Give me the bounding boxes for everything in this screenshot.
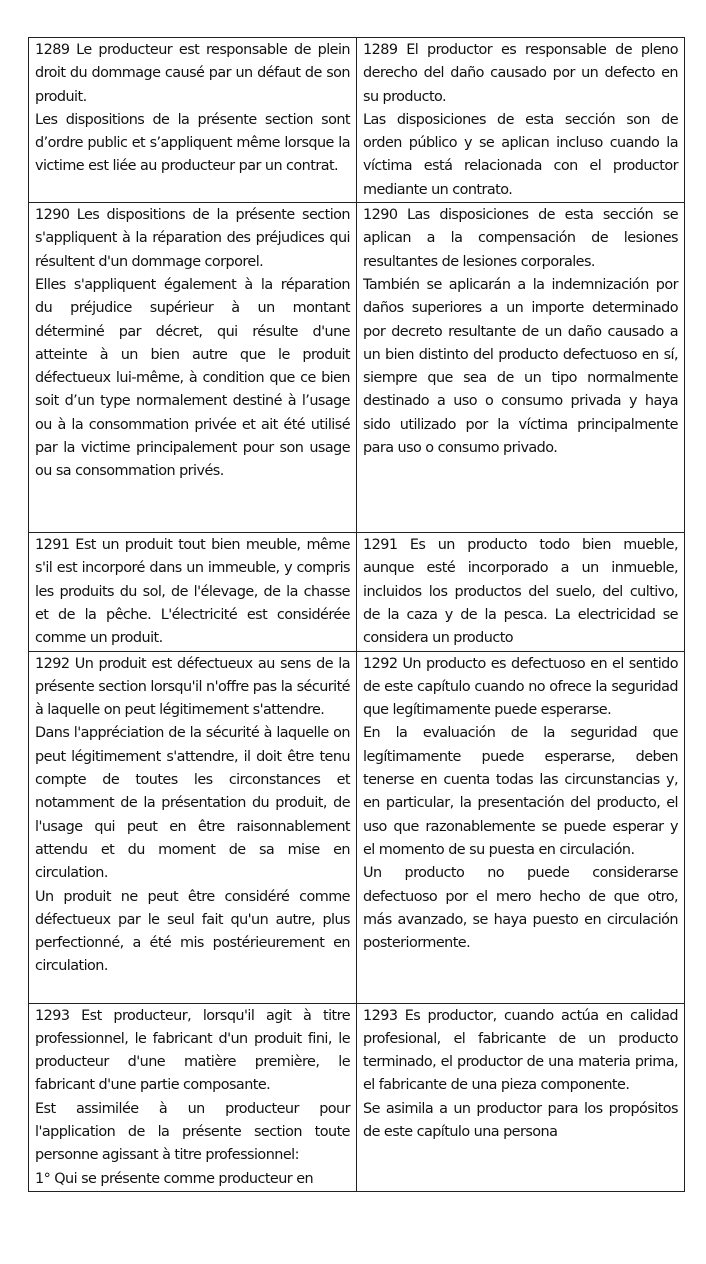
french-cell [29, 1003, 357, 1191]
french-cell [29, 203, 357, 533]
paragraph: Las disposiciones de esta sección son de orden público y se aplican incluso cuando la víctima está relacionada con el productor mediante un contrato. [363, 111, 678, 198]
paragraph: 1° Qui se présente comme producteur en [35, 1170, 314, 1187]
bilingual-articles-table [28, 37, 685, 1192]
paragraph: 1292 Un producto es defectuoso en el sentido de este capítulo cuando no ofrece la seguridad que legítimamente puede esperarse. [363, 655, 678, 719]
french-cell [29, 38, 357, 203]
paragraph: Un produit ne peut être considéré comme défectueux par le seul fait qu'un autre, plus perfectionné, a été mis postérieurement en circulation. [35, 888, 350, 975]
spanish-cell [357, 1003, 685, 1191]
spanish-cell [357, 651, 685, 1003]
paragraph: 1290 Les dispositions de la présente section s'appliquent à la réparation des préjudices qui résultent d'un dommage corporel. [35, 207, 350, 270]
paragraph: 1289 Le producteur est responsable de plein droit du dommage causé par un défaut de son produit. [35, 42, 350, 105]
paragraph: 1293 Es productor, cuando actúa en calidad profesional, el fabricante de un producto terminado, el productor de una materia prima, el fabricante de una pieza componente. [363, 1007, 678, 1094]
spanish-cell [357, 533, 685, 651]
french-cell [29, 533, 357, 651]
spanish-cell [357, 38, 685, 203]
table-row [29, 38, 685, 203]
paragraph: En la evaluación de la seguridad que legítimamente puede esperarse, deben tenerse en cuenta todas las circunstancias y, en particular, la presentación del producto, el uso que razonablemente se puede esperar y el momento de su puesta en circulación. [363, 725, 678, 858]
paragraph: 1291 Es un producto todo bien mueble, aunque esté incorporado a un inmueble, incluidos los productos del suelo, del cultivo, de la caza y de la pesca. La electricidad se considera un producto [363, 537, 678, 647]
paragraph: 1289 El productor es responsable de pleno derecho del daño causado por un defecto en su producto. [363, 42, 678, 105]
paragraph: 1293 Est producteur, lorsqu'il agit à titre professionnel, le fabricant d'un produit fini, le producteur d'une matière première, le fabricant d'une partie composante. [35, 1007, 350, 1094]
paragraph: Est assimilée à un producteur pour l'application de la présente section toute personne agissant à titre professionnel: [35, 1100, 350, 1164]
paragraph: Dans l'appréciation de la sécurité à laquelle on peut légitimement s'attendre, il doit être tenu compte de toutes les circonstances et notamment de la présentation du produit, de l'usage qui peut en être raisonnablement attendu et du moment de sa mise en circulation. [35, 725, 350, 882]
paragraph: 1292 Un produit est défectueux au sens de la présente section lorsqu'il n'offre pas la sécurité à laquelle on peut légitimement s'attendre. [35, 655, 350, 719]
french-cell [29, 651, 357, 1003]
document-page [28, 37, 682, 1192]
paragraph: 1291 Est un produit tout bien meuble, même s'il est incorporé dans un immeuble, y compris les produits du sol, de l'élevage, de la chasse et de la pêche. L'électricité est considérée comme un produit. [35, 537, 350, 647]
spanish-cell [357, 203, 685, 533]
paragraph: 1290 Las disposiciones de esta sección se aplican a la compensación de lesiones resultantes de lesiones corporales. [363, 207, 678, 270]
paragraph: También se aplicarán a la indemnización por daños superiores a un importe determinado por decreto resultante de un daño causado a un bien distinto del producto defectuoso en sí, siempre que sea de un tipo normalmente destinado a uso o consumo privada y haya sido utilizado por la víctima principalmente para uso o consumo privado. [363, 276, 678, 457]
paragraph: Un producto no puede considerarse defectuoso por el mero hecho de que otro, más avanzado, se haya puesto en circulación posteriormente. [363, 865, 678, 952]
paragraph: Se asimila a un productor para los propósitos de este capítulo una persona [363, 1100, 678, 1141]
table-row [29, 651, 685, 1003]
table-row [29, 203, 685, 533]
paragraph: Elles s'appliquent également à la réparation du préjudice supérieur à un montant déterminé par décret, qui résulte d'une atteinte à un bien autre que le produit défectueux lui-même, à condition que ce bien soit d’un type normalement destiné à l’usage ou à la consommation privée et ait été utilisé par la victime principalement pour son usage ou sa consommation privés. [35, 276, 350, 480]
table-row [29, 1003, 685, 1191]
paragraph: Les dispositions de la présente section sont d’ordre public et s’appliquent même lorsque la victime est liée au producteur par un contrat. [35, 111, 350, 175]
table-row [29, 533, 685, 651]
